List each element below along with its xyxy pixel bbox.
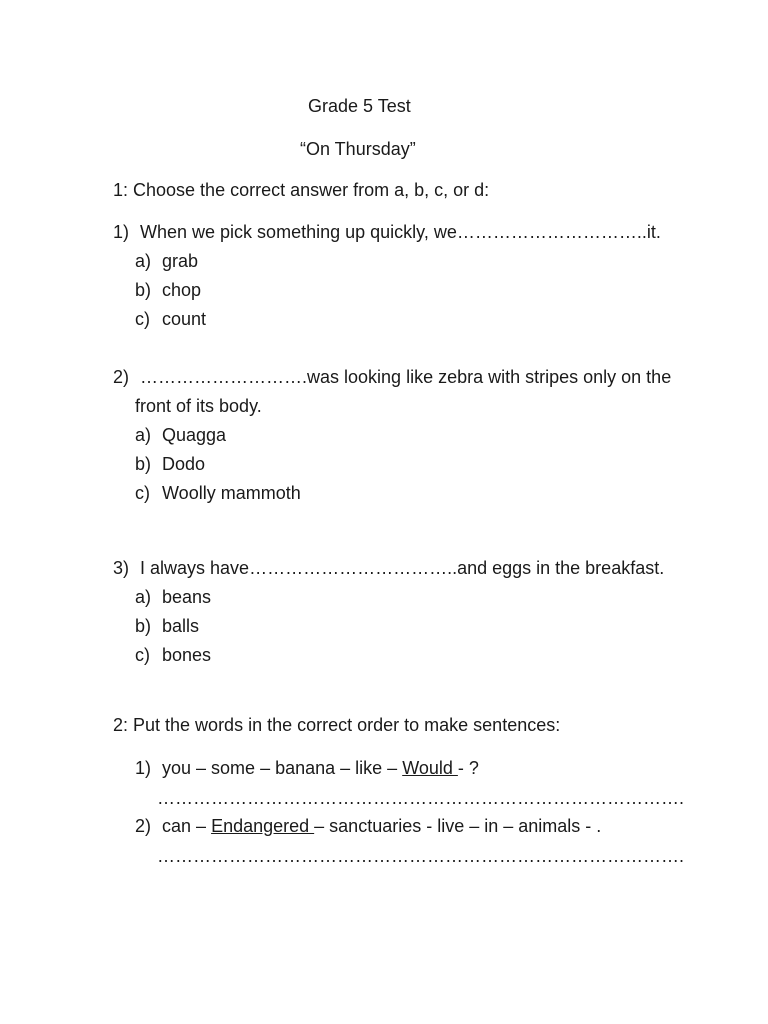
- option-text: Woolly mammoth: [162, 483, 301, 503]
- option-letter: b): [135, 280, 152, 300]
- option-letter: c): [135, 483, 150, 503]
- question-number: 3): [113, 558, 130, 578]
- word-list-end: – sanctuaries - live – in – animals - .: [314, 816, 602, 836]
- question-text: I always have……………………………..and eggs in the breakfast.: [140, 558, 665, 578]
- option-text: Quagga: [162, 425, 227, 445]
- question-1: [113, 221, 661, 243]
- question-number: 2): [113, 367, 130, 387]
- option-text: count: [162, 309, 207, 329]
- option-text: balls: [162, 616, 200, 636]
- option-text: beans: [162, 587, 212, 607]
- item-number: 2): [135, 816, 152, 836]
- section-2-heading: 2: Put the words in the correct order to make sentences:: [113, 715, 561, 735]
- question-text: When we pick something up quickly, we…………………………..it.: [140, 222, 661, 242]
- reorder-item-2: [135, 815, 601, 837]
- answer-line: …………………………………………………………………………….: [157, 846, 685, 866]
- question-2: [113, 366, 671, 388]
- option-a: [135, 424, 226, 446]
- option-c: [135, 644, 211, 666]
- page-title: Grade 5 Test: [308, 96, 411, 116]
- option-letter: a): [135, 425, 152, 445]
- question-text: ……………………….was looking like zebra with stripes only on the: [140, 367, 672, 387]
- option-c: [135, 308, 206, 330]
- page-subtitle: “On Thursday”: [300, 139, 416, 159]
- option-letter: b): [135, 616, 152, 636]
- item-number: 1): [135, 758, 152, 778]
- word-list-start: you – some – banana – like –: [162, 758, 403, 778]
- option-text: Dodo: [162, 454, 206, 474]
- option-letter: a): [135, 251, 152, 271]
- option-text: bones: [162, 645, 212, 665]
- option-a: [135, 250, 198, 272]
- option-letter: c): [135, 309, 150, 329]
- option-b: [135, 615, 199, 637]
- option-b: [135, 453, 205, 475]
- option-letter: b): [135, 454, 152, 474]
- word-list-start: can –: [162, 816, 212, 836]
- question-3: [113, 557, 664, 579]
- question-number: 1): [113, 222, 130, 242]
- option-a: [135, 586, 211, 608]
- underlined-word: Endangered: [211, 816, 315, 836]
- option-text: grab: [162, 251, 199, 271]
- underlined-word: Would: [402, 758, 458, 778]
- question-text-continued: front of its body.: [135, 396, 262, 416]
- option-b: [135, 279, 201, 301]
- option-letter: a): [135, 587, 152, 607]
- option-text: chop: [162, 280, 202, 300]
- option-c: [135, 482, 301, 504]
- section-1-heading: 1: Choose the correct answer from a, b, c, or d:: [113, 180, 490, 200]
- option-letter: c): [135, 645, 150, 665]
- answer-line: …………………………………………………………………………….: [157, 788, 685, 808]
- reorder-item-1: [135, 757, 479, 779]
- word-list-end: - ?: [457, 758, 479, 778]
